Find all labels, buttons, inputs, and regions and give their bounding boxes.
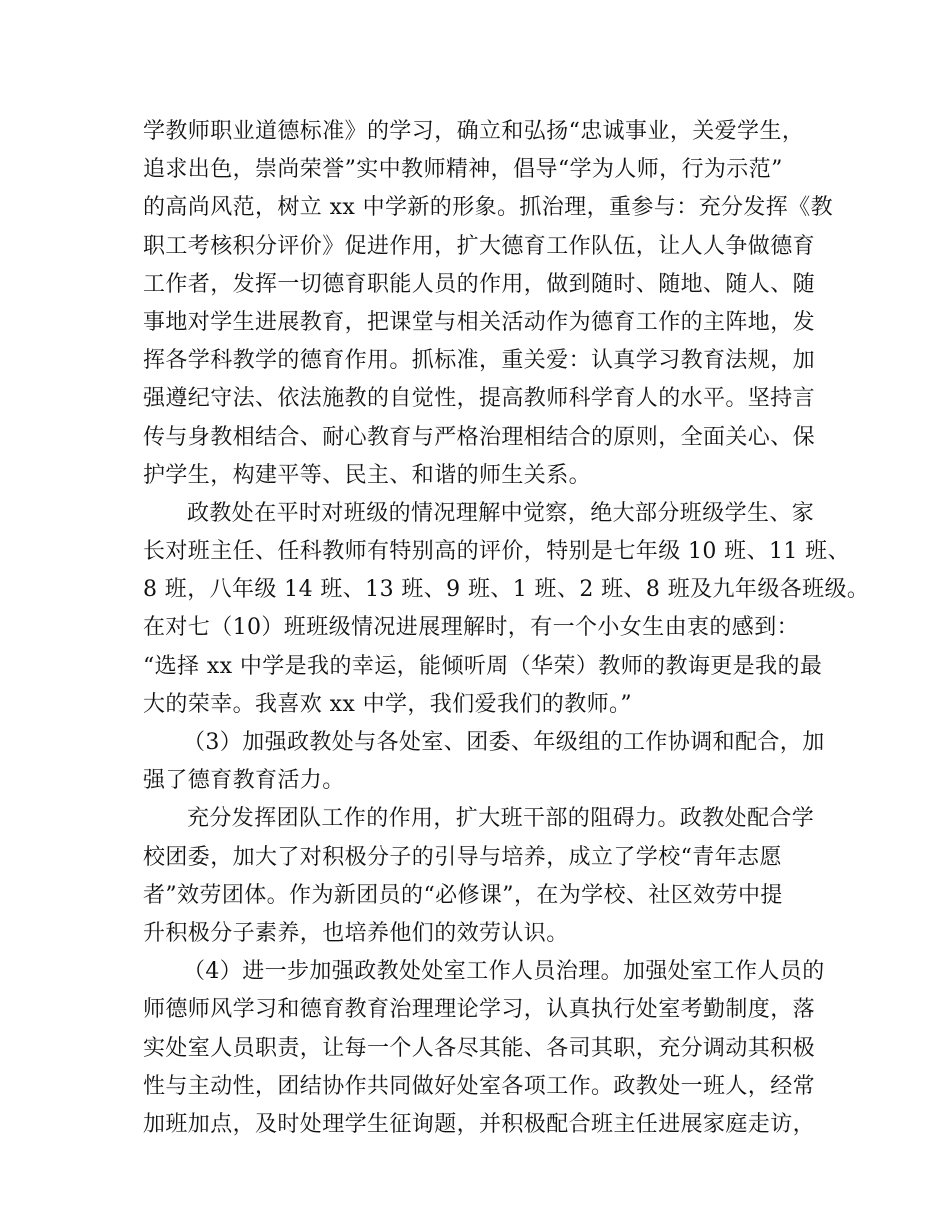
text-line: 挥各学科教学的德育作用。抓标准，重关爱：认真学习教育法规，加: [143, 348, 816, 374]
text-line: 大的荣幸。我喜欢 xx 中学，我们爱我们的教师。”: [143, 691, 633, 717]
paragraph-first-line: 充分发挥团队工作的作用，扩大班干部的阻碍力。政教处配合学: [187, 806, 815, 832]
text-line: 强遵纪守法、依法施教的自觉性，提高教师科学育人的水平。坚持言: [143, 386, 816, 412]
text-line: 工作者，发挥一切德育职能人员的作用，做到随时、随地、随人、随: [143, 271, 816, 297]
paragraph-first-line: （3）加强政教处与各处室、团委、年级组的工作协调和配合，加: [183, 730, 825, 755]
text-line: 升积极分子素养，也培养他们的效劳认识。: [143, 920, 569, 946]
text-line: 职工考核积分评价》促进作用，扩大德育工作队伍，让人人争做德育: [143, 233, 816, 259]
text-line: 长对班主任、任科教师有特别高的评价，特别是七年级 10 班、11 班、: [143, 539, 850, 565]
text-line: 8 班，八年级 14 班、13 班、9 班、1 班、2 班、8 班及九年级各班级。: [143, 577, 870, 603]
body-text: [143, 113, 870, 1144]
text-line: 的高尚风范，树立 xx 中学新的形象。抓治理，重参与：充分发挥《教: [143, 195, 834, 221]
text-line: 追求出色，崇尚荣誉”实中教师精神，倡导“学为人师，行为示范”: [143, 157, 783, 183]
text-line: 护学生，构建平等、民主、和谐的师生关系。: [143, 462, 592, 488]
text-line: 加班加点，及时处理学生征询题，并积极配合班主任进展家庭走访，: [143, 1111, 816, 1137]
text-line: “选择 xx 中学是我的幸运，能倾听周（华荣）教师的教诲更是我的最: [143, 653, 823, 679]
text-line: 学教师职业道德标准》的学习，确立和弘扬“忠诚事业，关爱学生，: [143, 119, 805, 144]
text-line: 在对七（10）班班级情况进展理解时，有一个小女生由衷的感到：: [143, 615, 799, 641]
text-line: 传与身教相结合、耐心教育与严格治理相结合的原则，全面关心、保: [143, 424, 816, 450]
paragraph-first-line: （4）进一步加强政教处处室工作人员治理。加强处室工作人员的: [183, 959, 825, 985]
text-line: 性与主动性，团结协作共同做好处室各项工作。政教处一班人，经常: [143, 1073, 816, 1099]
text-line: 校团委，加大了对积极分子的引导与培养，成立了学校“青年志愿: [143, 844, 782, 870]
text-line: 实处室人员职责，让每一个人各尽其能、各司其职，充分调动其积极: [143, 1035, 816, 1061]
text-line: 师德师风学习和德育教育治理理论学习，认真执行处室考勤制度，落: [143, 997, 816, 1023]
paragraph-first-line: 政教处在平时对班级的情况理解中觉察，绝大部分班级学生、家: [187, 500, 815, 526]
text-line: 事地对学生进展教育，把课堂与相关活动作为德育工作的主阵地，发: [143, 309, 816, 335]
text-line: 强了德育教育活力。: [143, 768, 345, 794]
text-line: 者”效劳团体。作为新团员的“必修课”，在为学校、社区效劳中提: [143, 882, 783, 908]
